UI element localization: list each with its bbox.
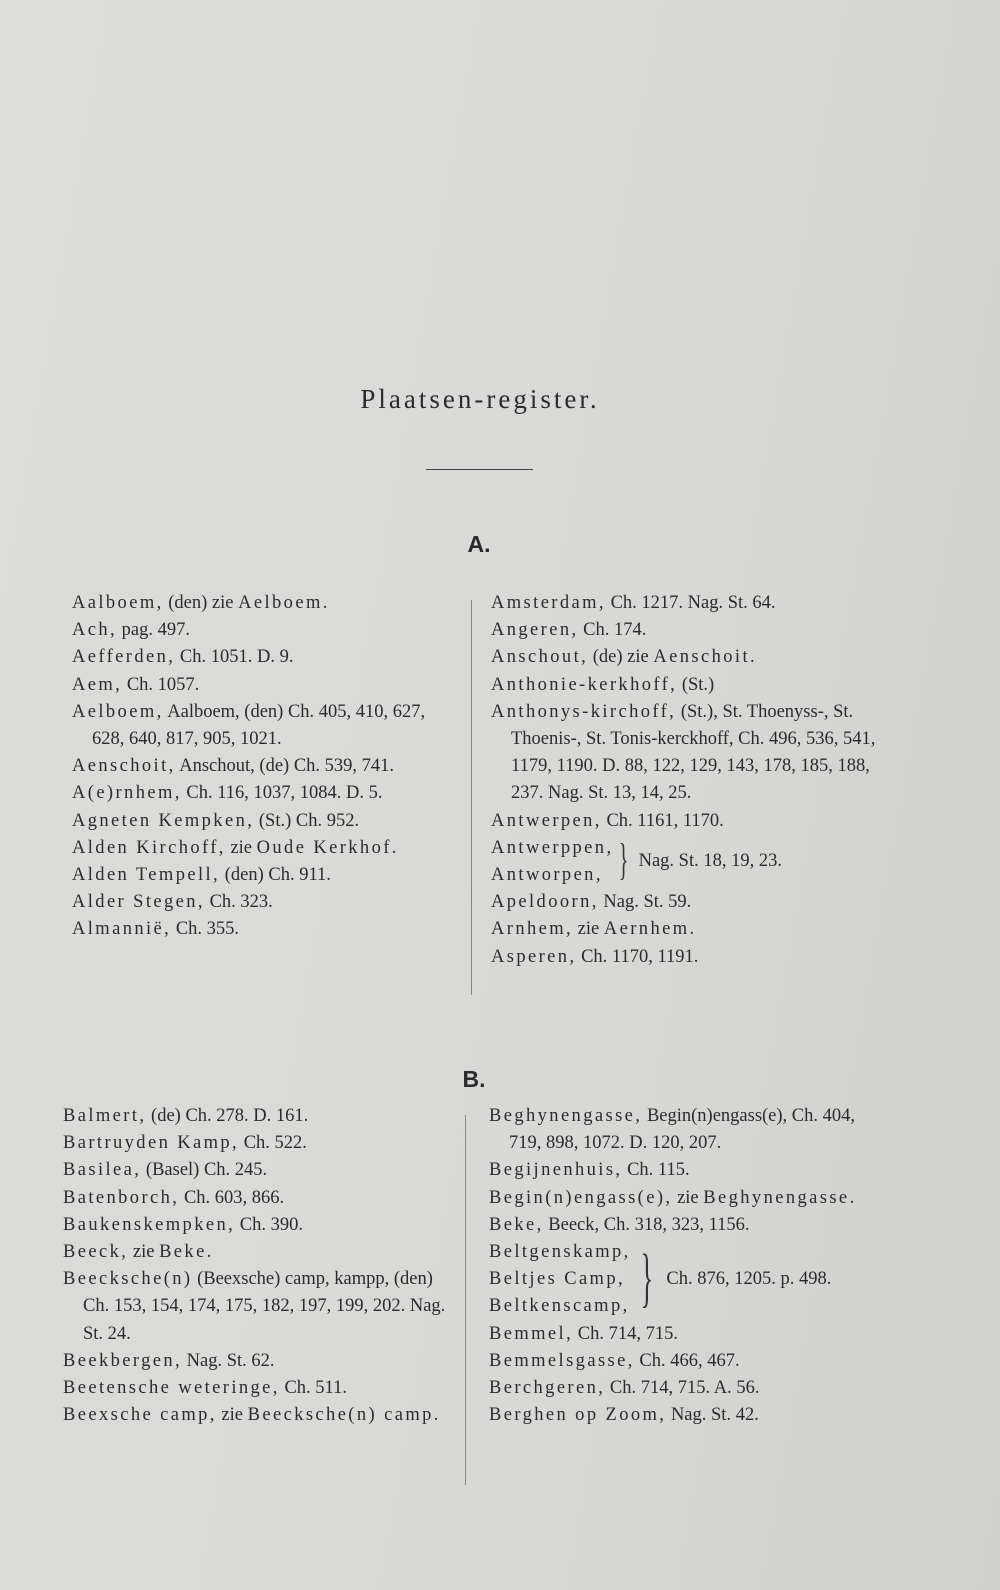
entry-reference: (Beexsche) camp, kampp, (den) Ch. 153, 154, 174, 175, 182, 197, 199, 202. Nag. St. 24. (83, 1269, 446, 1344)
cross-reference-name: Beghynengasse (703, 1187, 850, 1208)
entry-reference: zie (216, 1405, 248, 1426)
entry-reference: Ch. 1170, 1191. (576, 946, 699, 967)
register-entry (489, 1321, 889, 1348)
register-entry (72, 889, 456, 916)
entry-reference: Ch. 174. (578, 620, 647, 641)
place-name: Balmert, (63, 1106, 147, 1126)
entry-reference: zie (225, 837, 257, 858)
cross-reference-name: Aernhem (603, 919, 690, 940)
section-b-right-entries (489, 1103, 889, 1239)
place-name: Aalboem, (72, 593, 164, 613)
entry-reference: Ch. 466, 467. (634, 1350, 740, 1371)
register-entry (491, 808, 887, 835)
place-name: Beghynengasse, (489, 1106, 643, 1126)
register-entry (491, 590, 887, 617)
place-name: Beeck, (63, 1242, 129, 1263)
entry-punctuation: . (206, 1242, 212, 1263)
place-name: Beltkenscamp, (489, 1296, 630, 1317)
register-entry (63, 1348, 453, 1375)
place-name: Beltgenskamp, (489, 1242, 631, 1263)
place-name: Asperen, (491, 946, 577, 967)
entry-reference: Aalboem, (den) Ch. 405, 410, 627, 628, 640, 817, 905, 1021. (92, 701, 426, 750)
place-name: Anthonys-kirchoff, (491, 701, 677, 722)
register-entry (491, 617, 887, 644)
place-name: Aefferden, (72, 647, 176, 668)
entry-reference: zie (573, 919, 604, 940)
place-name: Begin(n)engass(e), (489, 1187, 673, 1208)
place-name: Aelboem, (72, 701, 164, 722)
register-entry (491, 889, 887, 916)
section-letter-a: A. (467, 531, 491, 557)
place-name: Anschout, (491, 647, 589, 668)
place-name: Aenschoit, (72, 756, 176, 777)
place-name: Begijnenhuis, (489, 1160, 623, 1181)
place-name: Bartruyden Kamp, (63, 1133, 240, 1154)
section-a-left-column (72, 590, 456, 944)
brace-group-names (491, 835, 613, 889)
register-entry (489, 1103, 889, 1157)
entry-reference: (de) zie (588, 647, 654, 668)
place-name: Antwerppen, (491, 837, 614, 858)
register-entry (491, 944, 887, 971)
cross-reference-name: Beecksche(n) camp (247, 1405, 434, 1426)
page-title: Plaatsen-register. (360, 384, 600, 414)
entry-reference: (St.) Ch. 952. (254, 810, 360, 831)
place-name: Alden Tempell, (72, 865, 221, 886)
register-entry (63, 1130, 453, 1157)
register-entry (72, 617, 456, 644)
brace-symbol: } (619, 835, 629, 885)
register-entry (72, 753, 456, 780)
section-a-right-entries-after (491, 889, 887, 971)
entry-reference: Ch. 116, 1037, 1084. D. 5. (181, 783, 383, 804)
section-a-right-entries (491, 590, 887, 835)
place-name: Almanniё, (72, 919, 172, 940)
place-name: Antworpen, (491, 865, 603, 886)
place-name: Basilea, (63, 1160, 142, 1181)
cross-reference-name: Beke (159, 1242, 207, 1263)
entry-reference: Ch. 603, 866. (179, 1187, 285, 1208)
section-b-left-column (63, 1103, 453, 1429)
register-entry (72, 672, 456, 699)
register-entry (491, 699, 887, 808)
place-name: Apeldoorn, (491, 892, 599, 913)
entry-reference: Ch. 390. (235, 1214, 303, 1235)
brace-group-antwerpen (491, 835, 887, 889)
register-entry (491, 672, 887, 699)
brace-symbol: } (640, 1240, 653, 1314)
entry-punctuation: . (322, 593, 328, 613)
register-entry (63, 1375, 453, 1402)
place-name: Beetensche weteringe, (63, 1378, 280, 1399)
entry-reference: Ch. 1161, 1170. (601, 810, 724, 831)
entry-reference: (Basel) Ch. 245. (141, 1160, 268, 1181)
register-entry (72, 699, 456, 753)
entry-reference: pag. 497. (117, 620, 191, 641)
brace-group-names (489, 1239, 631, 1321)
register-entry (63, 1212, 453, 1239)
entry-reference: zie (128, 1242, 160, 1263)
place-name: Agneten Kempken, (72, 810, 255, 831)
brace-group-reference: Ch. 876, 1205. p. 498. (666, 1269, 832, 1290)
entry-reference: (den) Ch. 911. (220, 865, 331, 886)
place-name: A(e)rnhem, (72, 783, 182, 804)
place-name: Anthonie-kerkhoff, (491, 674, 678, 695)
place-name: Alden Kirchoff, (72, 837, 226, 858)
entry-reference: Ch. 115. (622, 1160, 690, 1181)
entry-reference: Ch. 714, 715. A. 56. (605, 1378, 760, 1399)
register-entry (491, 916, 887, 943)
cross-reference-name: Aelboem (238, 593, 323, 613)
place-name: Berghen op Zoom, (489, 1405, 667, 1426)
entry-punctuation: . (391, 837, 397, 858)
entry-reference: Ch. 522. (239, 1133, 307, 1154)
entry-reference: (St.) (677, 674, 715, 695)
place-name: Beltjes Camp, (489, 1269, 626, 1290)
register-entry (72, 835, 456, 862)
place-name: Beekbergen, (63, 1350, 183, 1371)
section-b-right-entries-after (489, 1321, 889, 1430)
entry-reference: Begin(n)engass(e), Ch. 404, 719, 898, 1072. D. 120, 207. (509, 1106, 856, 1154)
entry-reference: Ch. 355. (171, 919, 240, 940)
entry-reference: (den) zie (163, 593, 239, 613)
entry-reference: (St.), St. Thoenyss-, St. Thoenis-, St. Tonis-kerckhoff, Ch. 496, 536, 541, 1179, 1190. D. 88, 122, 129, 143, 178, 185, 188, 237. Nag. St. 13, 14, 25. (511, 701, 876, 804)
place-name: Alder Stegen, (72, 892, 205, 913)
register-entry (489, 1375, 889, 1402)
cross-reference-name: Oude Kerkhof (256, 837, 392, 858)
entry-reference: Beeck, Ch. 318, 323, 1156. (543, 1214, 750, 1235)
register-entry (63, 1185, 453, 1212)
place-name: Arnhem, (491, 919, 574, 940)
cross-reference-name: Aenschoit (653, 647, 750, 668)
place-name: Beecksche(n) (63, 1269, 193, 1290)
register-entry (63, 1402, 453, 1429)
place-name: Bemmelsgasse, (489, 1350, 635, 1371)
register-entry (72, 862, 456, 889)
register-entry (72, 916, 456, 943)
place-name: Antwerpen, (491, 810, 602, 831)
entry-reference: Ch. 323. (204, 892, 273, 913)
register-entry (63, 1103, 453, 1130)
entry-punctuation: . (433, 1405, 439, 1426)
place-name: Beke, (489, 1214, 544, 1235)
place-name: Ach, (72, 620, 118, 641)
entry-reference: Ch. 511. (279, 1378, 347, 1399)
register-entry (491, 644, 887, 671)
register-entry (72, 808, 456, 835)
brace-group-reference: Nag. St. 18, 19, 23. (638, 851, 782, 872)
entry-reference: Nag. St. 42. (666, 1405, 759, 1426)
register-entry (72, 644, 456, 671)
entry-punctuation: . (750, 647, 755, 668)
entry-reference: Ch. 714, 715. (573, 1323, 678, 1344)
place-name: Amsterdam, (491, 593, 606, 613)
entry-reference: Ch. 1051. D. 9. (175, 647, 294, 668)
entry-reference: Ch. 1217. Nag. St. 64. (605, 593, 776, 613)
register-entry (63, 1157, 453, 1184)
place-name: Batenborch, (63, 1187, 180, 1208)
section-b-column-divider (465, 1115, 466, 1485)
entry-punctuation: . (689, 919, 695, 940)
entry-reference: Nag. St. 62. (182, 1350, 275, 1371)
place-name: Bemmel, (489, 1323, 574, 1344)
register-entry (72, 780, 456, 807)
register-entry (489, 1212, 889, 1239)
place-name: Berchgeren, (489, 1378, 606, 1399)
entry-reference: zie (672, 1187, 704, 1208)
entry-reference: Anschout, (de) Ch. 539, 741. (175, 756, 395, 777)
entry-punctuation: . (849, 1187, 855, 1208)
section-a-right-column (491, 590, 887, 971)
register-entry (489, 1157, 889, 1184)
section-b-right-column (489, 1103, 889, 1429)
place-name: Baukenskempken, (63, 1214, 236, 1235)
place-name: Aem, (72, 674, 123, 695)
register-entry (489, 1185, 889, 1212)
section-a-column-divider (471, 600, 472, 995)
register-entry (63, 1239, 453, 1266)
place-name: Beexsche camp, (63, 1405, 217, 1426)
register-entry (489, 1348, 889, 1375)
entry-reference: Ch. 1057. (122, 674, 200, 695)
title-rule (426, 469, 533, 470)
brace-group-beltgenskamp (489, 1239, 889, 1321)
register-entry (63, 1266, 453, 1348)
register-entry (489, 1402, 889, 1429)
register-entry (72, 590, 456, 617)
place-name: Angeren, (491, 620, 579, 641)
section-letter-b: B. (462, 1066, 486, 1092)
entry-reference: Nag. St. 59. (598, 892, 692, 913)
entry-reference: (de) Ch. 278. D. 161. (146, 1106, 309, 1126)
